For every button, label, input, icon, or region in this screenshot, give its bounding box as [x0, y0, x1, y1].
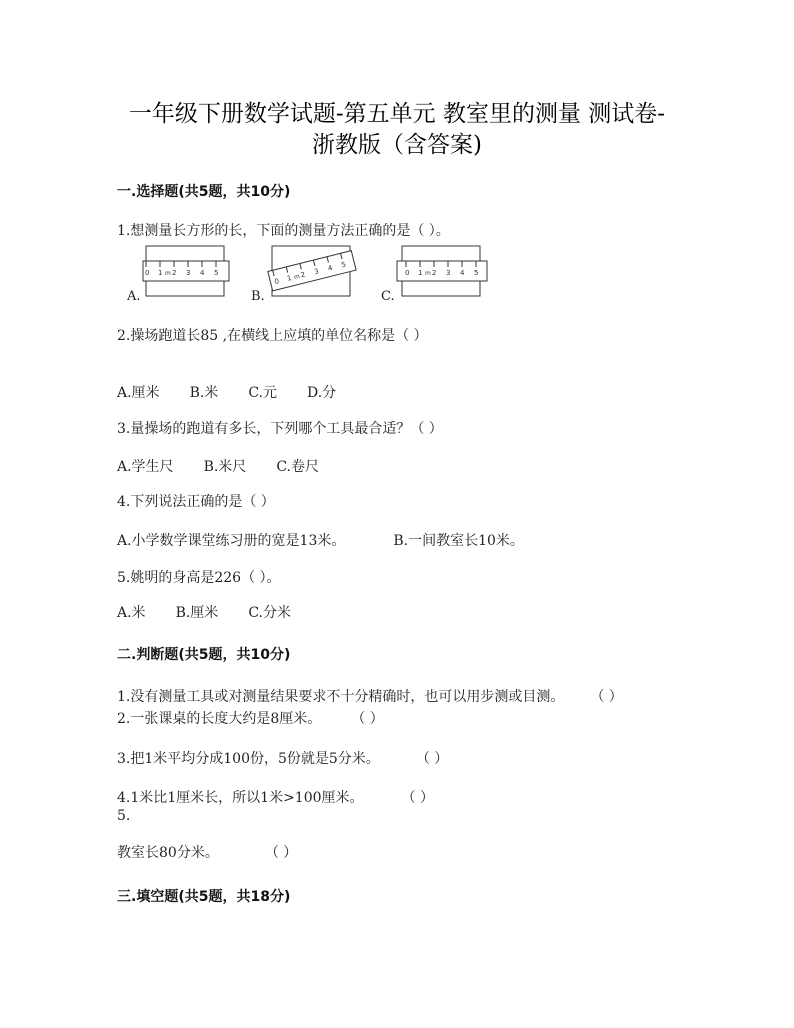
section-heading-fill: 三.填空题(共5题，共18分): [117, 889, 291, 905]
ruler-figure-b: [266, 244, 358, 300]
ruler-c-tick-2: 2: [432, 269, 437, 277]
ruler-b-unit: m: [293, 272, 301, 282]
section-heading-choice: 一.选择题(共5题，共10分): [117, 184, 291, 200]
ruler-c-tick-4: 4: [460, 269, 465, 277]
question-3-options: [117, 456, 349, 476]
judge-3-paren: （ ）: [415, 751, 449, 767]
ruler-b-tick-2: 2: [299, 270, 307, 280]
judge-1-text: 1.没有测量工具或对测量结果要求不十分精确时，也可以用步测或目测。: [117, 689, 565, 705]
ruler-figure-a: [142, 244, 232, 300]
q2-option-b: B.米: [189, 385, 219, 401]
judge-2-paren: （ ）: [351, 711, 384, 727]
judge-5-text: 教室长80分米。: [117, 845, 219, 861]
judge-3-text: 3.把1米平均分成100份，5份就是5分米。: [117, 751, 380, 767]
question-2-options: [117, 382, 366, 402]
ruler-b-tick-5: 5: [340, 260, 347, 270]
ruler-a-tick-0: 0: [145, 269, 150, 277]
ruler-a-tick-1: 1: [158, 269, 163, 277]
ruler-c-tick-1: 1: [418, 269, 423, 277]
option-label-b: B.: [251, 289, 265, 304]
page-title-line2: 浙教版（含答案): [312, 132, 482, 158]
ruler-a: [143, 261, 229, 281]
ruler-b-tick-0: 0: [273, 277, 280, 287]
judge-4-text: 4.1米比1厘米长，所以1米>100厘米。: [117, 790, 364, 806]
judge-3: [117, 748, 448, 768]
q3-option-b: B.米尺: [203, 459, 247, 475]
judge-4: [117, 787, 434, 807]
q4-option-a: A.小学数学课堂练习册的宽是13米。: [117, 533, 346, 549]
ruler-a-tick-3: 3: [186, 269, 191, 277]
judge-2: [117, 708, 384, 728]
judge-5-paren: （ ）: [264, 845, 298, 861]
ruler-a-tick-4: 4: [200, 269, 205, 277]
page-title-line1: 一年级下册数学试题-第五单元 教室里的测量 测试卷-: [128, 101, 666, 127]
option-label-c: C.: [381, 289, 395, 304]
ruler-c: [397, 261, 487, 281]
ruler-b-tick-4: 4: [327, 263, 334, 273]
question-5-options: [117, 602, 321, 622]
q2-option-c: C.元: [248, 385, 277, 401]
ruler-a-tick-2: 2: [172, 269, 177, 277]
q4-option-b: B.一间教室长10米。: [393, 533, 524, 549]
judge-4-paren: （ ）: [401, 790, 434, 806]
option-label-a: A.: [127, 289, 141, 304]
ruler-c-unit: m: [425, 270, 431, 277]
question-4: 4.下列说法正确的是（ ）: [117, 494, 275, 510]
ruler-figure-c: [396, 244, 490, 300]
q2-option-d: D.分: [306, 385, 337, 401]
ruler-b: [268, 251, 356, 291]
ruler-c-tick-0: 0: [405, 269, 410, 277]
ruler-b-tick-1: 1: [286, 274, 293, 283]
ruler-c-tick-3: 3: [446, 269, 451, 277]
question-4-options: [117, 530, 554, 550]
q5-option-b: B.厘米: [175, 605, 219, 621]
ruler-a-tick-5: 5: [214, 269, 219, 277]
section-heading-judge: 二.判断题(共5题，共10分): [117, 647, 291, 663]
judge-2-text: 2.一张课桌的长度大约是8厘米。: [117, 711, 322, 727]
question-2: 2.操场跑道长85 ,在横线上应填的单位名称是（ ）: [117, 328, 428, 344]
question-5: 5.姚明的身高是226（ ）。: [117, 570, 281, 586]
question-3: 3.量操场的跑道有多长，下列哪个工具最合适？（ ）: [117, 421, 443, 437]
judge-5-number: 5.: [117, 808, 131, 824]
q5-option-c: C.分米: [248, 605, 291, 621]
ruler-b-tick-3: 3: [313, 267, 320, 277]
ruler-c-tick-5: 5: [474, 269, 479, 277]
question-1: 1.想测量长方形的长，下面的测量方法正确的是（ ）。: [117, 223, 450, 239]
judge-1-paren: （ ）: [590, 689, 623, 705]
ruler-a-unit: m: [165, 270, 171, 277]
q3-option-a: A.学生尺: [117, 459, 174, 475]
q3-option-c: C.卷尺: [276, 459, 319, 475]
q5-option-a: A.米: [117, 605, 146, 621]
judge-1: [117, 686, 623, 706]
q2-option-a: A.厘米: [117, 385, 160, 401]
judge-5: [117, 842, 297, 862]
